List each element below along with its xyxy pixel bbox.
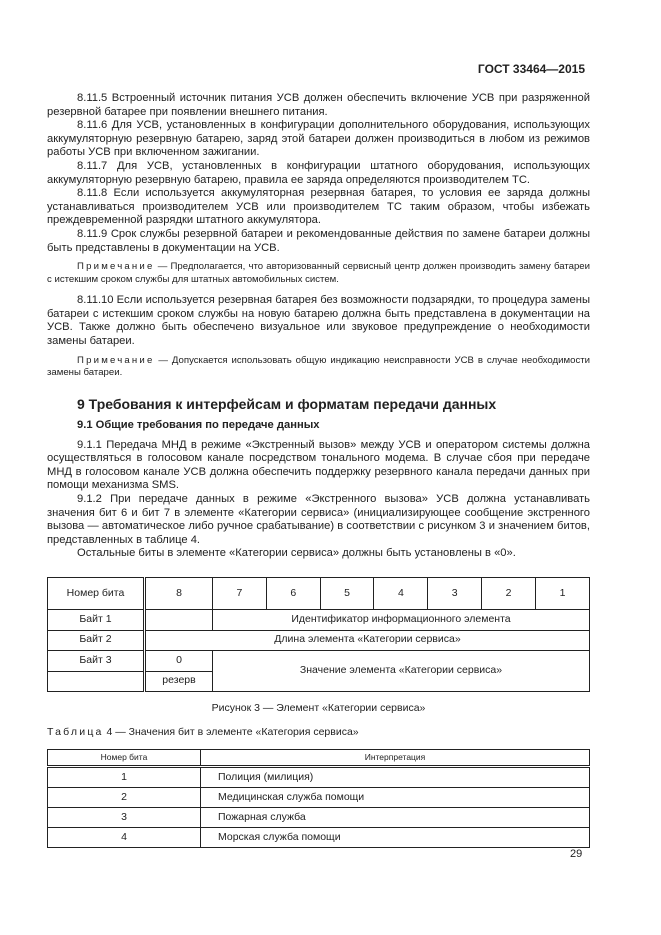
table-cell: 2 — [482, 578, 536, 610]
table-cell — [48, 671, 145, 692]
paragraph: 9.1.1 Передача МНД в режиме «Экстренный вызов» между УСВ и оператором системы должна осуществляться в голосовом канале посредством тонального модема. В случае сбоя при передаче МНД в голосовом канале УСВ должна обеспечить поддержку резервного канала передачи данных при помощи механизма SMS. — [47, 438, 590, 492]
note-text: — Допускается использовать общую индикацию неисправности УСВ в случае необходимости замены батареи. — [47, 354, 590, 378]
paragraph: 8.11.9 Срок службы резервной батареи и рекомендованные действия по замене батареи должны быть представлены в документации на УСВ. — [47, 227, 590, 254]
table-cell: 0 — [145, 651, 213, 672]
column-header: Номер бита — [48, 750, 201, 767]
table-cell: 1 — [535, 578, 589, 610]
table-row — [48, 651, 590, 672]
table-row — [48, 578, 590, 610]
column-header: Интерпретация — [201, 750, 590, 767]
table-label: Таблица — [47, 725, 104, 738]
table-row — [48, 767, 590, 788]
note-text: — Предполагается, что авторизованный сервисный центр должен производить замену батареи с истекшим сроком службы для штатных автомобильных систем. — [47, 261, 590, 285]
table-cell: Длина элемента «Категории сервиса» — [145, 630, 590, 651]
table-cell: 6 — [266, 578, 320, 610]
paragraph: 8.11.7 Для УСВ, установленных в конфигурации штатного оборудования, использующих аккумуляторную резервную батарею, правила ее заряда определяются производителем ТС. — [47, 159, 590, 186]
table-cell: 3 — [428, 578, 482, 610]
table-cell: Значение элемента «Категории сервиса» — [213, 651, 590, 692]
table-cell: 2 — [48, 788, 201, 808]
table-cell: 8 — [145, 578, 213, 610]
table-cell: Полиция (милиция) — [201, 767, 590, 788]
table-title-text: 4 — Значения бит в элементе «Категория сервиса» — [103, 725, 359, 738]
table-cell: Пожарная служба — [201, 808, 590, 828]
paragraph: 8.11.6 Для УСВ, установленных в конфигурации дополнительного оборудования, использующих аккумуляторную резервную батарею, заряд этой батареи должен производиться в любом из режимов работы УСВ при включенном зажигании. — [47, 119, 590, 159]
table-row — [48, 788, 590, 808]
table-cell — [145, 610, 213, 631]
table-row — [48, 828, 590, 848]
table-row — [48, 808, 590, 828]
note — [47, 355, 590, 380]
table-cell: Байт 2 — [48, 630, 145, 651]
table-cell: Байт 3 — [48, 651, 145, 672]
bit-values-table — [47, 749, 590, 848]
note-label: Примечание — [77, 354, 155, 366]
paragraph: 9.1.2 При передаче данных в режиме «Экстренного вызова» УСВ должна устанавливать значения бит 6 и бит 7 в элементе «Категории сервиса» (инициализирующее сообщение экстренного вызова — автоматическое либо ручное срабатывание) в соответствии с рисунком 3 и значением битов, представленных в таблице 4. — [47, 493, 590, 546]
table-cell: 1 — [48, 767, 201, 788]
page-content — [47, 92, 590, 848]
service-category-figure — [47, 577, 590, 692]
figure-caption: Рисунок 3 — Элемент «Категории сервиса» — [211, 702, 426, 715]
table-row — [48, 610, 590, 631]
table-cell: 5 — [320, 578, 374, 610]
page-number: 29 — [570, 848, 583, 860]
table-cell: 4 — [374, 578, 428, 610]
table-cell: Идентификатор информационного элемента — [213, 610, 590, 631]
subsection-title: 9.1 Общие требования по передаче данных — [77, 419, 320, 432]
paragraph: Остальные биты в элементе «Категории сервиса» должны быть установлены в «0». — [77, 547, 516, 560]
section-title: 9 Требования к интерфейсам и форматам передачи данных — [77, 395, 497, 412]
paragraph: 8.11.5 Встроенный источник питания УСВ должен обеспечить включение УСВ при разряженной резервной батарее при появлении внешнего питания. — [47, 92, 590, 118]
table-title — [47, 726, 590, 740]
paragraph: 8.11.8 Если используется аккумуляторная резервная батарея, то условия ее заряда должны устанавливаться производителем УСВ или производителем ТС таким образом, чтобы избежать преждевременной разрядки штатного аккумулятора. — [47, 187, 590, 227]
paragraph: 8.11.10 Если используется резервная батарея без возможности подзарядки, то процедура замены батареи с истекшим сроком службы на новую батарею должна быть представлена в документации на УСВ. Также должно быть обеспечено визуальное или звуковое предупреждение о необходимости замены батареи. — [47, 294, 590, 347]
table-cell: 4 — [48, 828, 201, 848]
table-cell: 3 — [48, 808, 201, 828]
table-cell: 7 — [213, 578, 267, 610]
table-header-row — [48, 750, 590, 767]
document-header: ГОСТ 33464—2015 — [477, 62, 585, 76]
note — [47, 261, 590, 286]
note-label: Примечание — [77, 261, 155, 273]
table-cell: Морская служба помощи — [201, 828, 590, 848]
table-cell: резерв — [145, 671, 213, 692]
table-row — [48, 630, 590, 651]
table-cell: Номер бита — [48, 578, 145, 610]
table-cell: Байт 1 — [48, 610, 145, 631]
table-cell: Медицинская служба помощи — [201, 788, 590, 808]
